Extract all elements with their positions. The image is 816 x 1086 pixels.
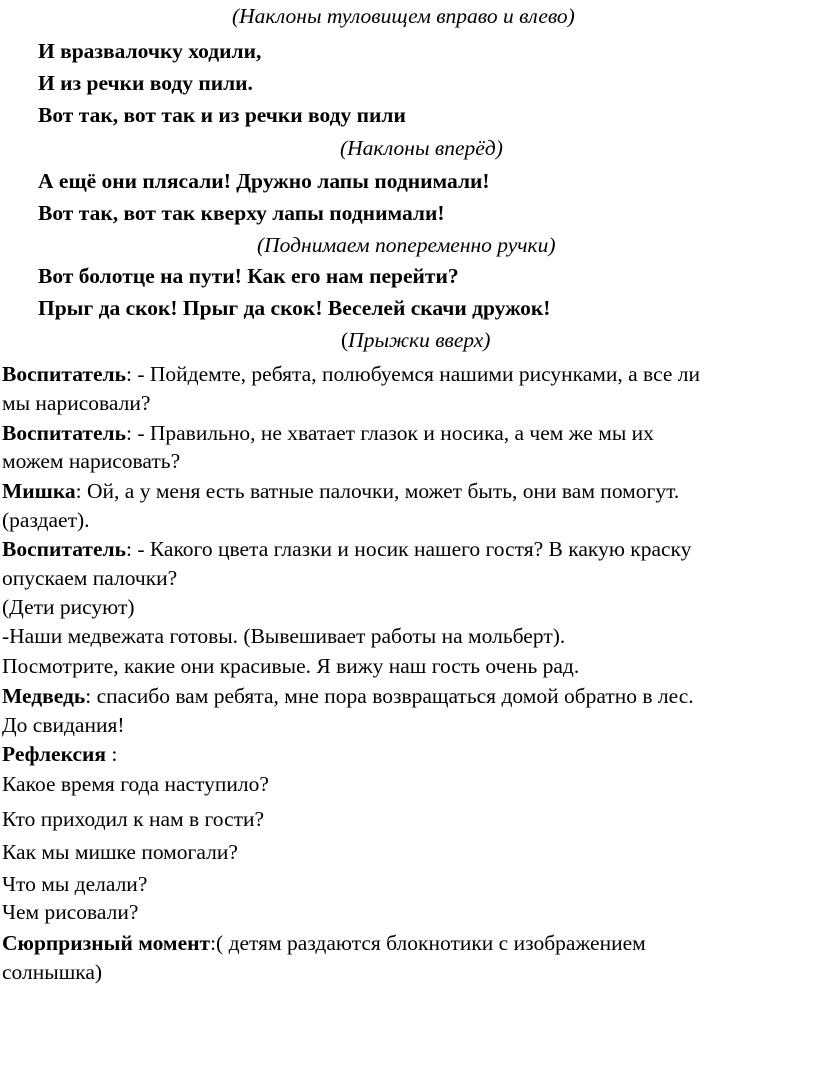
- speaker-name: Медведь: [2, 684, 86, 708]
- surprise-label: Сюрпризный момент: [2, 931, 211, 955]
- poem-line-4: А ещё они плясали! Дружно лапы поднимали!: [38, 169, 490, 193]
- stage-direction-raise-hands: (Поднимаем попеременно ручки): [257, 233, 556, 257]
- dialogue-paragraph-2: [2, 423, 654, 445]
- speech-text: : - Правильно, не хватает глазок и носика, а чем же мы их: [125, 421, 654, 445]
- stage-direction-jumps: [341, 330, 490, 352]
- poem-line-3: Вот так, вот так и из речки воду пили: [38, 103, 406, 127]
- reflection-question: Что мы делали?: [2, 872, 148, 896]
- reflection-heading: [2, 744, 117, 766]
- stage-direction-bend-forward: (Наклоны вперёд): [340, 136, 503, 160]
- speaker-name: Воспитатель: [2, 537, 126, 561]
- stage-direction-jumps-text: Прыжки вверх): [348, 328, 491, 352]
- reflection-label: Рефлексия: [2, 742, 107, 766]
- poem-line-2: И из речки воду пили.: [38, 71, 253, 95]
- poem-line-1: И вразвалочку ходили,: [38, 39, 262, 63]
- poem-line-6: Вот болотце на пути! Как его нам перейти?: [38, 264, 459, 288]
- reflection-question: Какое время года наступило?: [2, 772, 269, 796]
- dialogue-paragraph-3-cont: (раздает).: [2, 508, 90, 532]
- speaker-name: Мишка: [2, 479, 76, 503]
- dialogue-paragraph-2-cont: можем нарисовать?: [2, 449, 181, 473]
- dialogue-paragraph-4-cont: опускаем палочки?: [2, 566, 178, 590]
- poem-line-5: Вот так, вот так кверху лапы поднимали!: [38, 201, 445, 225]
- reflection-question: Кто приходил к нам в гости?: [2, 807, 265, 831]
- stage-direction-paren: (: [341, 328, 349, 352]
- speech-text: : спасибо вам ребята, мне пора возвращаться домой обратно в лес.: [85, 684, 694, 708]
- speech-text: : - Какого цвета глазки и носик нашего гостя? В какую краску: [125, 537, 692, 561]
- dialogue-paragraph-7: Посмотрите, какие они красивые. Я вижу наш гость очень рад.: [2, 654, 580, 678]
- surprise-moment: [2, 933, 646, 955]
- speaker-name: Воспитатель: [2, 362, 126, 386]
- poem-line-7: Прыг да скок! Прыг да скок! Веселей скачи дружок!: [38, 296, 551, 320]
- speech-text: : - Пойдемте, ребята, полюбуемся нашими рисунками, а все ли: [125, 362, 701, 386]
- dialogue-paragraph-8: [2, 686, 694, 708]
- speech-text: : Ой, а у меня есть ватные палочки, может быть, они вам помогут.: [75, 479, 680, 503]
- stage-direction-bend-sideways: (Наклоны туловищем вправо и влево): [232, 4, 575, 28]
- speaker-name: Воспитатель: [2, 421, 126, 445]
- dialogue-paragraph-1-cont: мы нарисовали?: [2, 391, 151, 415]
- dialogue-paragraph-1: [2, 364, 700, 386]
- dialogue-paragraph-5: (Дети рисуют): [2, 595, 135, 619]
- dialogue-paragraph-3: [2, 481, 679, 503]
- dialogue-paragraph-8-cont: До свидания!: [2, 713, 125, 737]
- surprise-moment-cont: солнышка): [2, 960, 103, 984]
- reflection-question: Как мы мишке помогали?: [2, 840, 238, 864]
- dialogue-paragraph-4: [2, 539, 691, 561]
- reflection-question: Чем рисовали?: [2, 900, 139, 924]
- dialogue-paragraph-6: -Наши медвежата готовы. (Вывешивает работы на мольберт).: [2, 624, 566, 648]
- reflection-colon: :: [106, 742, 118, 766]
- surprise-text: :( детям раздаются блокнотики с изображением: [210, 931, 646, 955]
